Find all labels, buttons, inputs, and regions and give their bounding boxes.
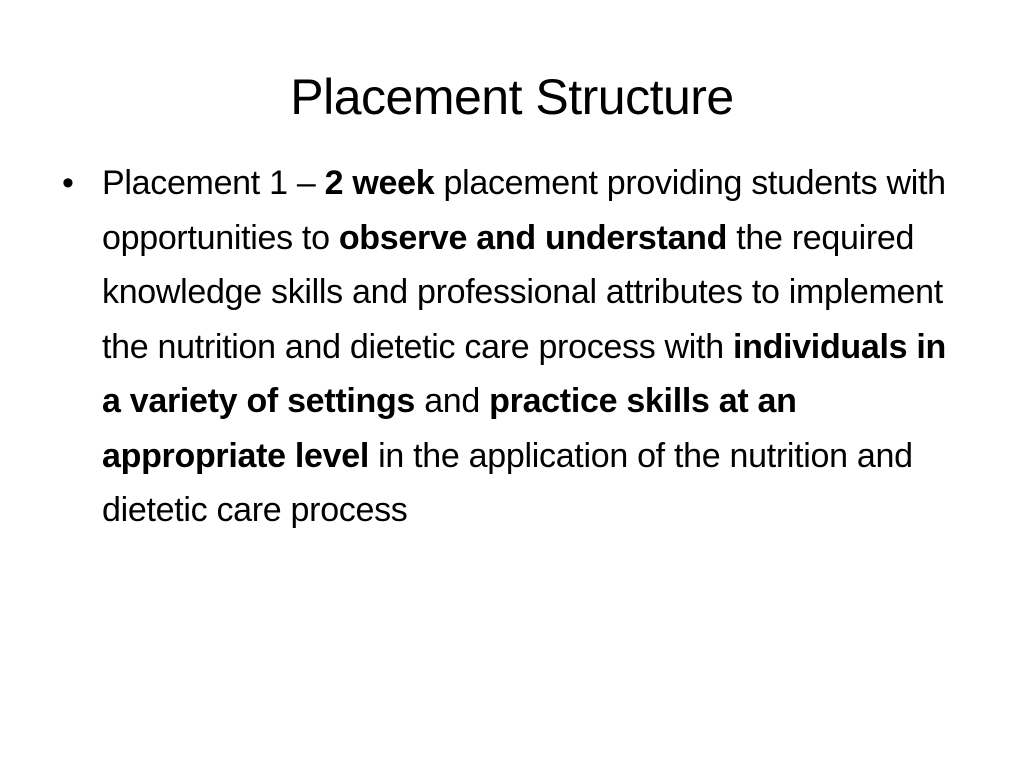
bold-segment: practice skills at an appropriate level [102,382,797,475]
text-segment: in the application of the nutrition and dietetic care process [102,436,913,529]
bullet-list [62,156,962,538]
text-segment: Placement 1 – [102,164,325,202]
slide-title: Placement Structure [290,69,734,125]
bullet-text [102,164,946,529]
text-segment: the required knowledge skills and professional attributes to implement the nutrition and dietetic care process with [102,218,943,366]
bullet-icon: • [62,164,74,202]
bold-segment: observe and understand [338,218,728,257]
bold-segment: individuals in a variety of settings [102,327,947,420]
text-segment: placement providing students with opportunities to [102,164,946,257]
bold-segment: 2 week [324,164,435,202]
bullet-item [62,156,962,538]
text-segment: and [415,382,490,420]
